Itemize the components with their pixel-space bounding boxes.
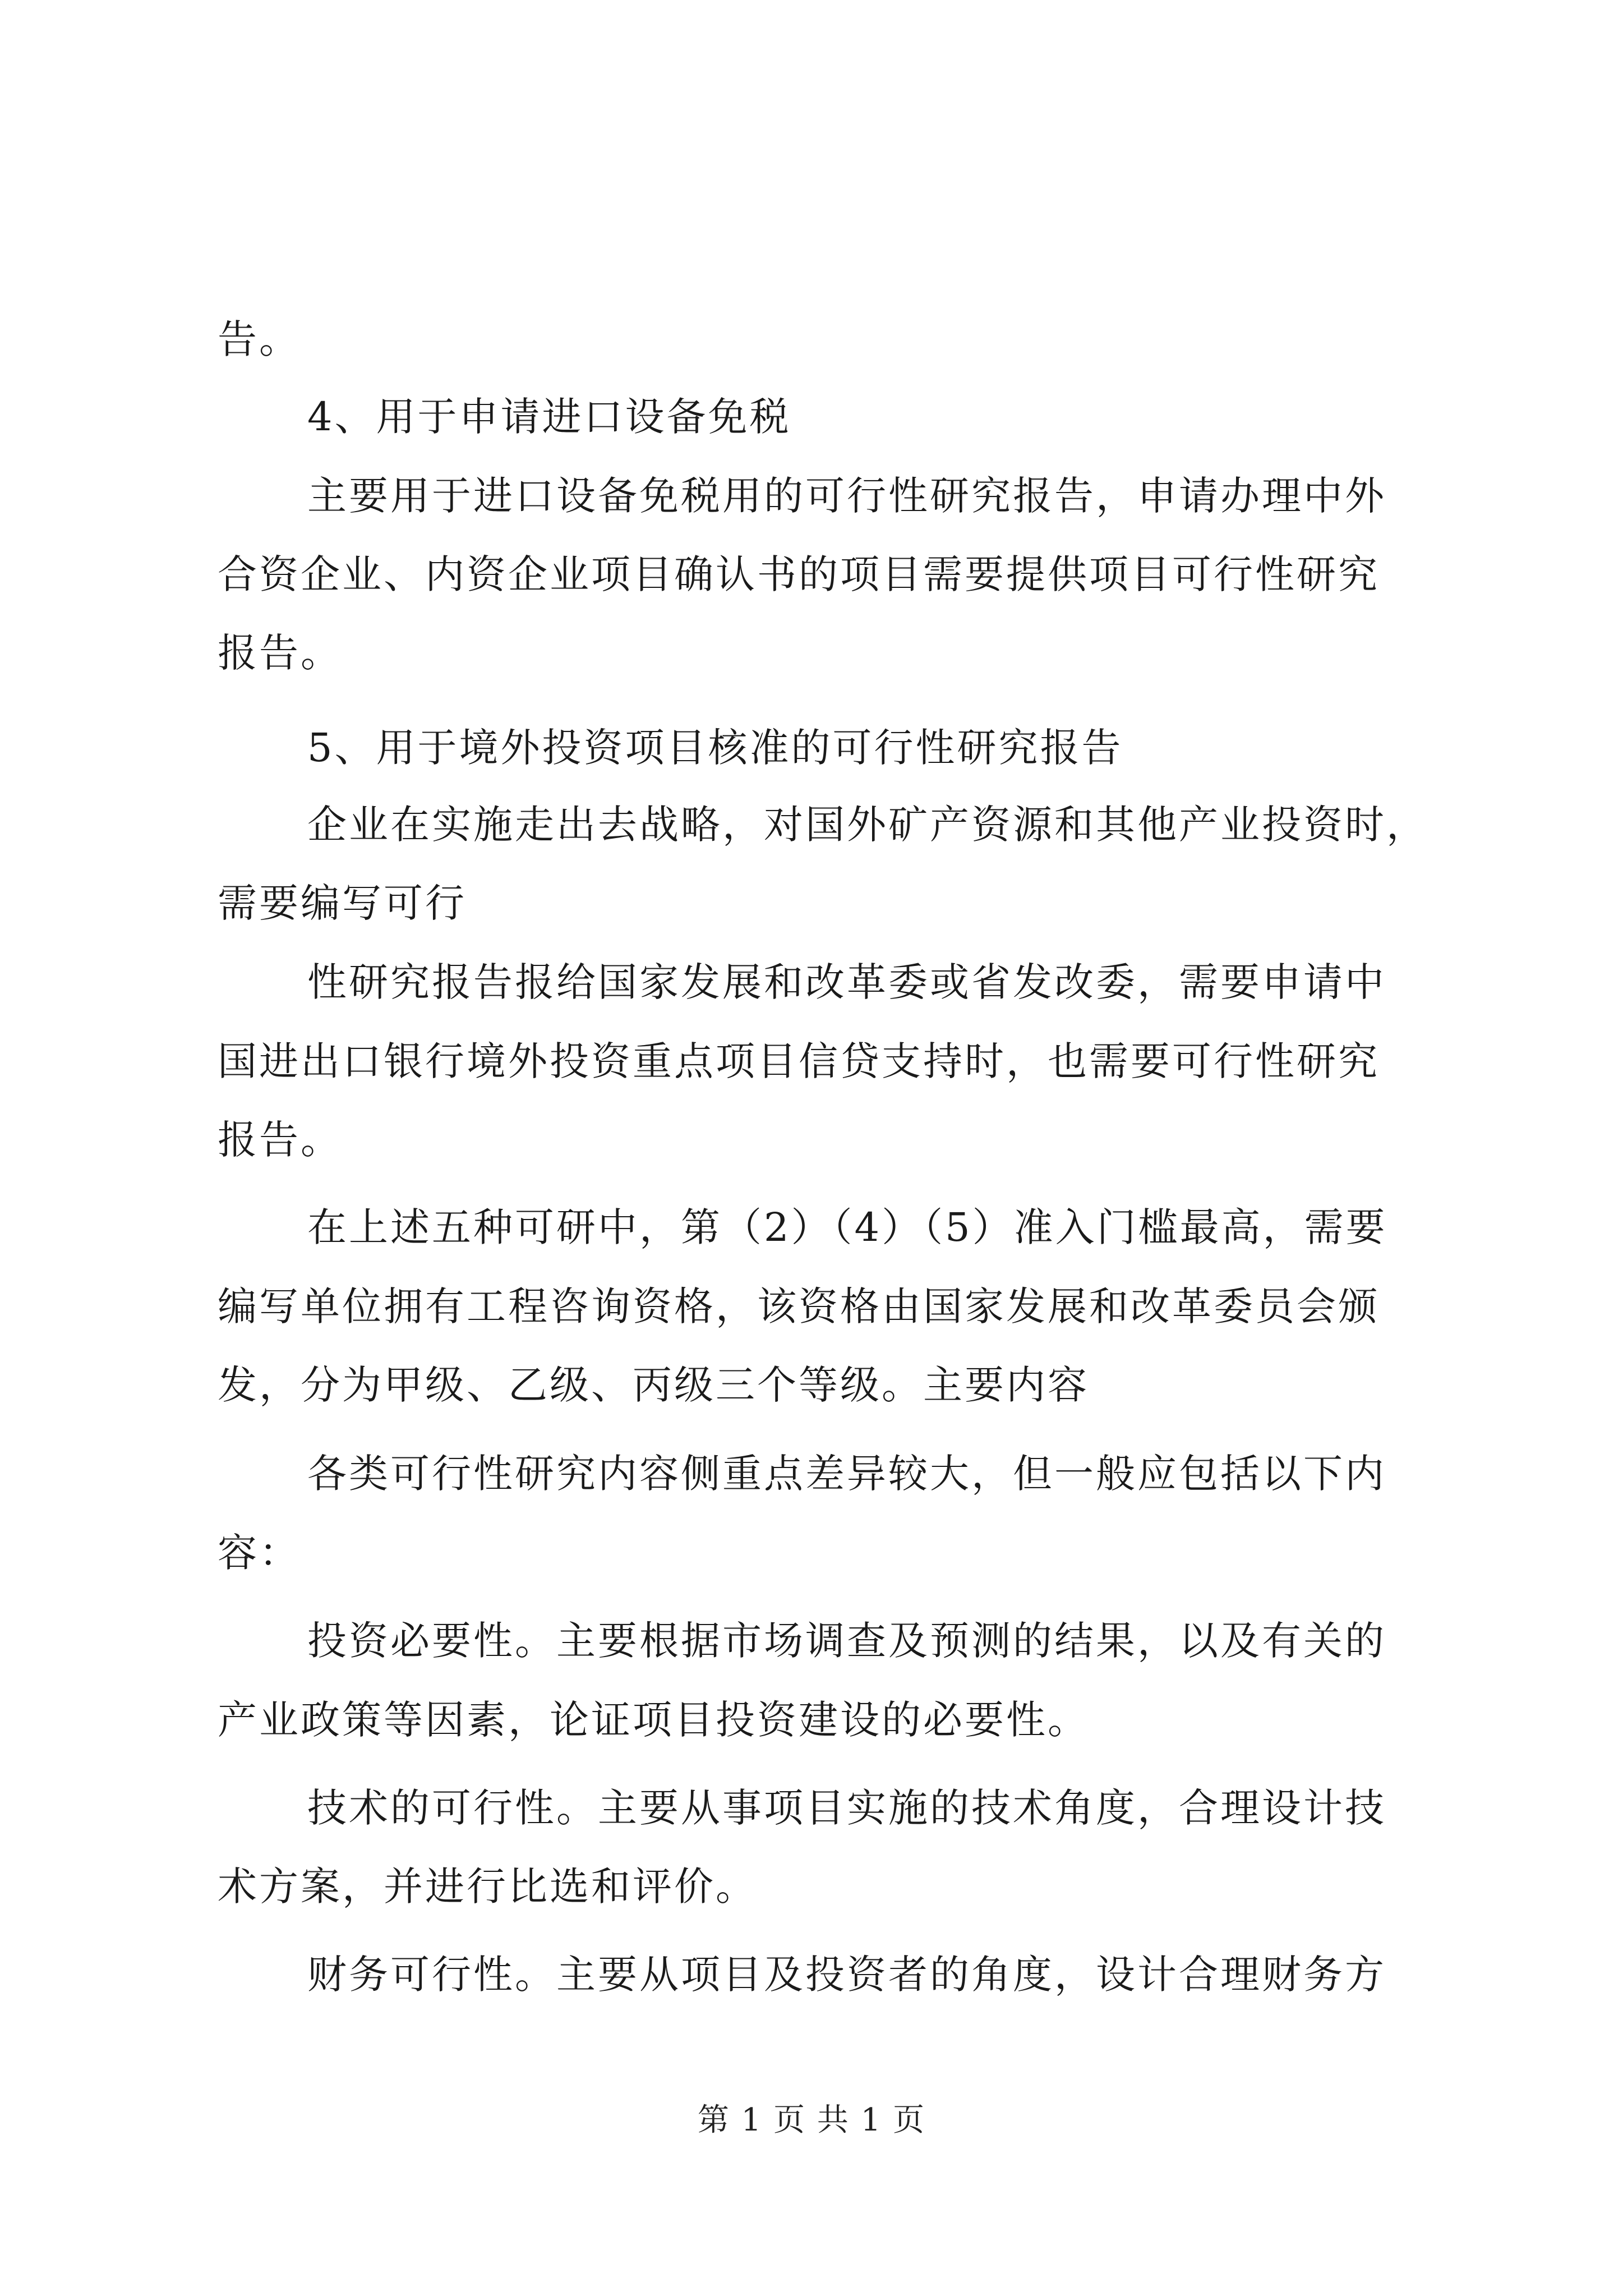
- text-line: 报告。: [218, 1117, 342, 1163]
- text-line: 国进出口银行境外投资重点项目信贷支持时，也需要可行性研究: [218, 1038, 1380, 1084]
- text-line: 合资企业、内资企业项目确认书的项目需要提供项目可行性研究: [218, 551, 1380, 597]
- text-line: 报告。: [218, 630, 342, 676]
- text-line: 技术的可行性。主要从事项目实施的技术角度，合理设计技: [307, 1785, 1386, 1831]
- text-line: 术方案，并进行比选和评价。: [218, 1864, 757, 1910]
- section-heading: 4、用于申请进口设备免税: [307, 394, 791, 440]
- text-line: 主要用于进口设备免税用的可行性研究报告，申请办理中外: [307, 473, 1386, 519]
- text-line: 编写单位拥有工程咨询资格，该资格由国家发展和改革委员会颁: [218, 1283, 1380, 1329]
- text-line: 产业政策等因素，论证项目投资建设的必要性。: [218, 1697, 1089, 1743]
- text-line: 企业在实施走出去战略，对国外矿产资源和其他产业投资时，: [307, 802, 1428, 848]
- text-line: 发，分为甲级、乙级、丙级三个等级。主要内容: [218, 1362, 1089, 1408]
- section-heading: 5、用于境外投资项目核准的可行性研究报告: [307, 725, 1123, 771]
- text-line: 在上述五种可研中，第（2）（4）（5）准入门槛最高，需要: [307, 1204, 1387, 1250]
- text-line: 财务可行性。主要从项目及投资者的角度，设计合理财务方: [307, 1952, 1386, 1998]
- text-line: 投资必要性。主要根据市场调查及预测的结果，以及有关的: [307, 1618, 1386, 1664]
- text-line: 各类可行性研究内容侧重点差异较大，但一般应包括以下内: [307, 1451, 1386, 1497]
- text-line: 性研究报告报给国家发展和改革委或省发改委，需要申请中: [307, 959, 1386, 1005]
- text-line: 容：: [218, 1530, 301, 1576]
- page-number-footer: 第 1 页 共 1 页: [697, 2102, 926, 2138]
- text-line: 告。: [218, 316, 301, 362]
- text-line: 需要编写可行: [218, 880, 467, 926]
